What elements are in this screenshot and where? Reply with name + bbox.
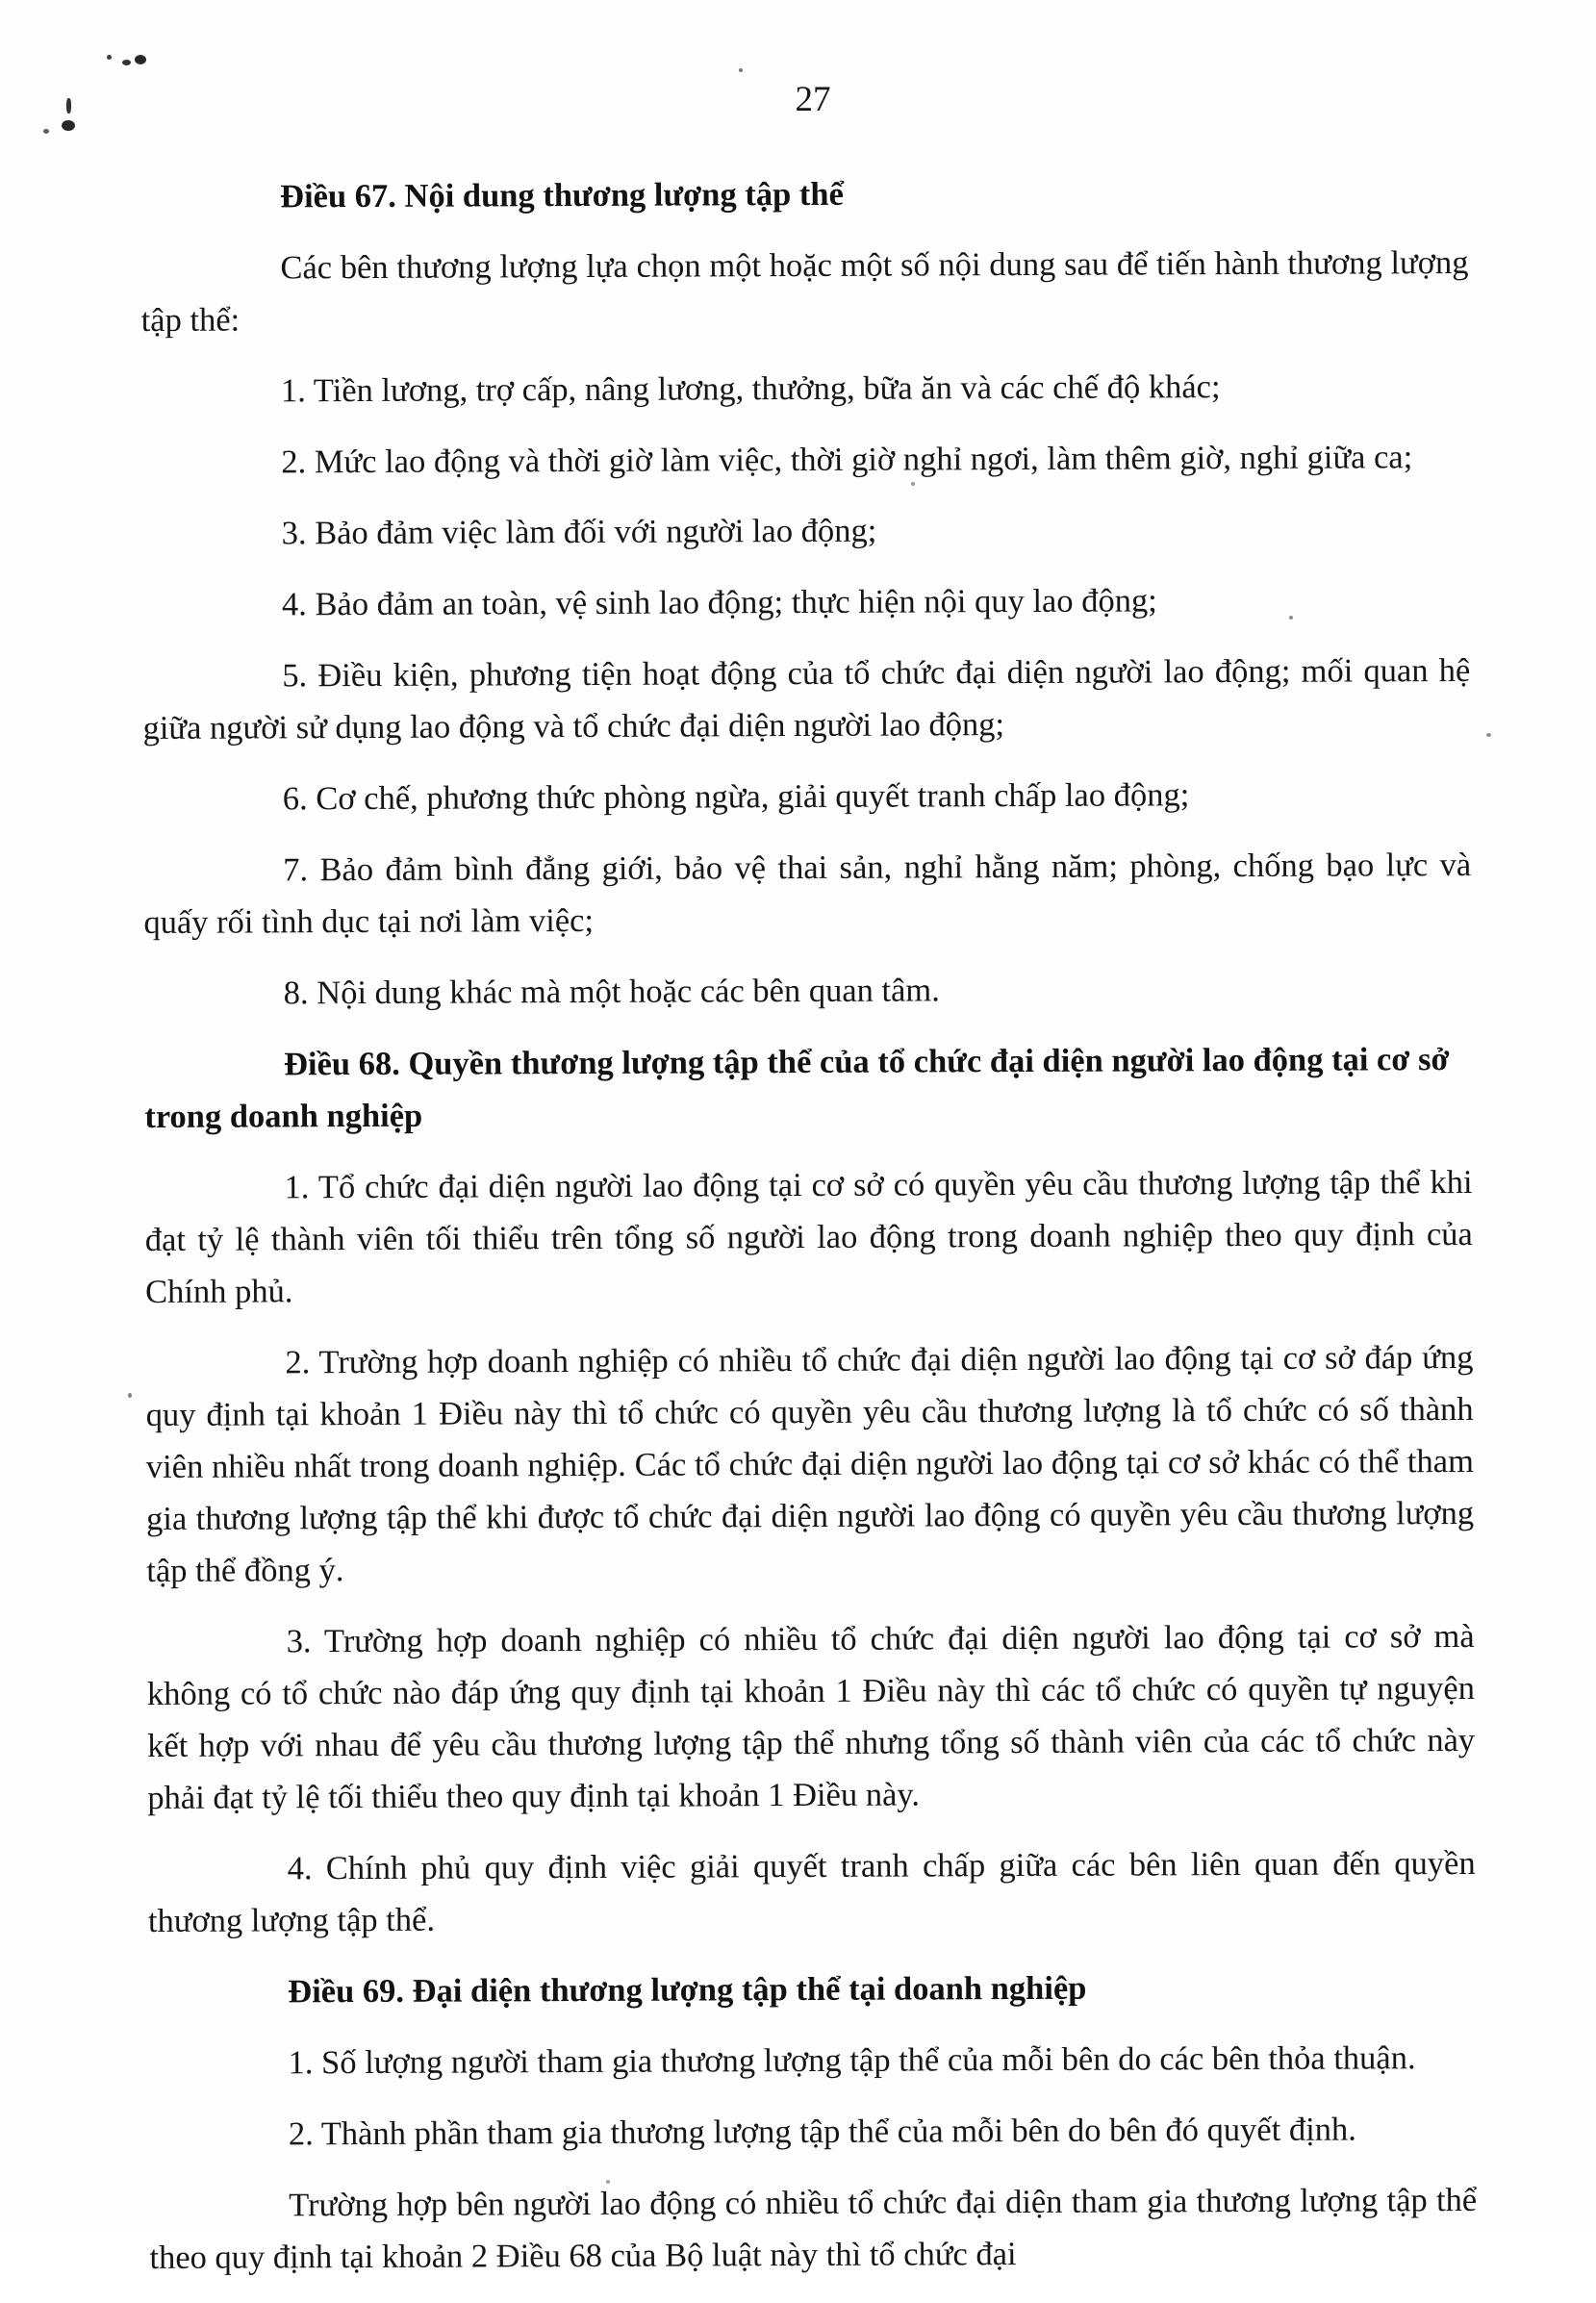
ink-speck [66,98,71,114]
article-67-item-5: 5. Điều kiện, phương tiện hoạt động của tổ chức đại diện người lao động; mối quan hệ giữa người sử dụng lao động và tổ chức đại diện người lao động; [142,651,1471,747]
ink-speck [135,55,146,64]
article-67-item-4: 4. Bảo đảm an toàn, vệ sinh lao động; thực hiện nội quy lao động; [281,582,1157,623]
article-67-item-3: 3. Bảo đảm việc làm đối với người lao động; [281,512,877,552]
ink-speck [128,1393,132,1398]
page-number: 27 [795,80,831,119]
article-67-item-1: 1. Tiền lương, trợ cấp, nâng lương, thưởng, bữa ăn và các chế độ khác; [280,368,1221,410]
ink-speck [107,55,112,60]
article-68-clause-1: 1. Tổ chức đại diện người lao động tại cơ sở có quyền yêu cầu thương lượng tập thể khi đạt tỷ lệ thành viên tối thiểu trên tổng số người lao động trong doanh nghiệp theo quy định của Chính phủ. [144,1163,1473,1310]
article-68-section [144,1033,1476,1947]
article-67-section [140,165,1472,1020]
ink-speck [62,120,75,131]
article-67-item-7: 7. Bảo đảm bình đẳng giới, bảo vệ thai sản, nghỉ hằng năm; phòng, chống bạo lực và quấy rối tình dục tại nơi làm việc; [143,846,1472,941]
article-68-clause-3: 3. Trường hợp doanh nghiệp có nhiều tổ chức đại diện người lao động tại cơ sở mà không có tổ chức nào đáp ứng quy định tại khoản 1 Điều này thì các tổ chức có quyền tự nguyện kết hợp với nhau để yêu cầu thương lượng tập thể nhưng tổng số thành viên của các tổ chức này phải đạt tỷ lệ tối thiểu theo quy định tại khoản 1 Điều này. [146,1617,1476,1816]
article-68-clause-4: 4. Chính phủ quy định việc giải quyết tranh chấp giữa các bên liên quan đến quyền thương lượng tập thể. [147,1844,1476,1939]
article-67-item-8: 8. Nội dung khác mà một hoặc các bên quan tâm. [283,972,940,1012]
article-69-clause-2: 2. Thành phần tham gia thương lượng tập thể của mỗi bên do bên đó quyết định. [288,2111,1356,2153]
article-67-item-2: 2. Mức lao động và thời giờ làm việc, thời giờ nghỉ ngơi, làm thêm giờ, nghỉ giữa ca; [281,439,1413,481]
ink-speck [1486,733,1491,737]
article-69-continuation-paragraph: Trường hợp bên người lao động có nhiều tổ chức đại diện tham gia thương lượng tập thể theo quy định tại khoản 2 Điều 68 của Bộ luật này thì tổ chức đại [149,2181,1478,2276]
article-69-clause-1: 1. Số lượng người tham gia thương lượng tập thể của mỗi bên do các bên thỏa thuận. [288,2039,1416,2082]
article-67-item-6: 6. Cơ chế, phương thức phòng ngừa, giải quyết tranh chấp lao động; [282,776,1190,818]
document-content [140,165,1478,2303]
ink-speck [122,60,131,65]
ink-speck [739,68,743,72]
article-67-heading: Điều 67. Nội dung thương lượng tập thể [280,175,844,215]
ink-speck [43,129,49,134]
article-67-intro-paragraph: Các bên thương lượng lựa chọn một hoặc một số nội dung sau để tiến hành thương lượng tập thể: [140,243,1469,339]
article-69-heading: Điều 69. Đại diện thương lượng tập thể tại doanh nghiệp [288,1969,1087,2011]
article-69-section [148,1961,1477,2284]
article-68-clause-2: 2. Trường hợp doanh nghiệp có nhiều tổ chức đại diện người lao động tại cơ sở đáp ứng quy định tại khoản 1 Điều này thì tổ chức có quyền yêu cầu thương lượng là tổ chức có số thành viên nhiều nhất trong doanh nghiệp. Các tổ chức đại diện người lao động tại cơ sở khác có thể tham gia thương lượng tập thể khi được tổ chức đại diện người lao động có quyền yêu cầu thương lượng tập thể đồng ý. [145,1338,1475,1589]
article-68-heading: Điều 68. Quyền thương lượng tập thể của tổ chức đại diện người lao động tại cơ sở trong doanh nghiệp [144,1041,1450,1135]
